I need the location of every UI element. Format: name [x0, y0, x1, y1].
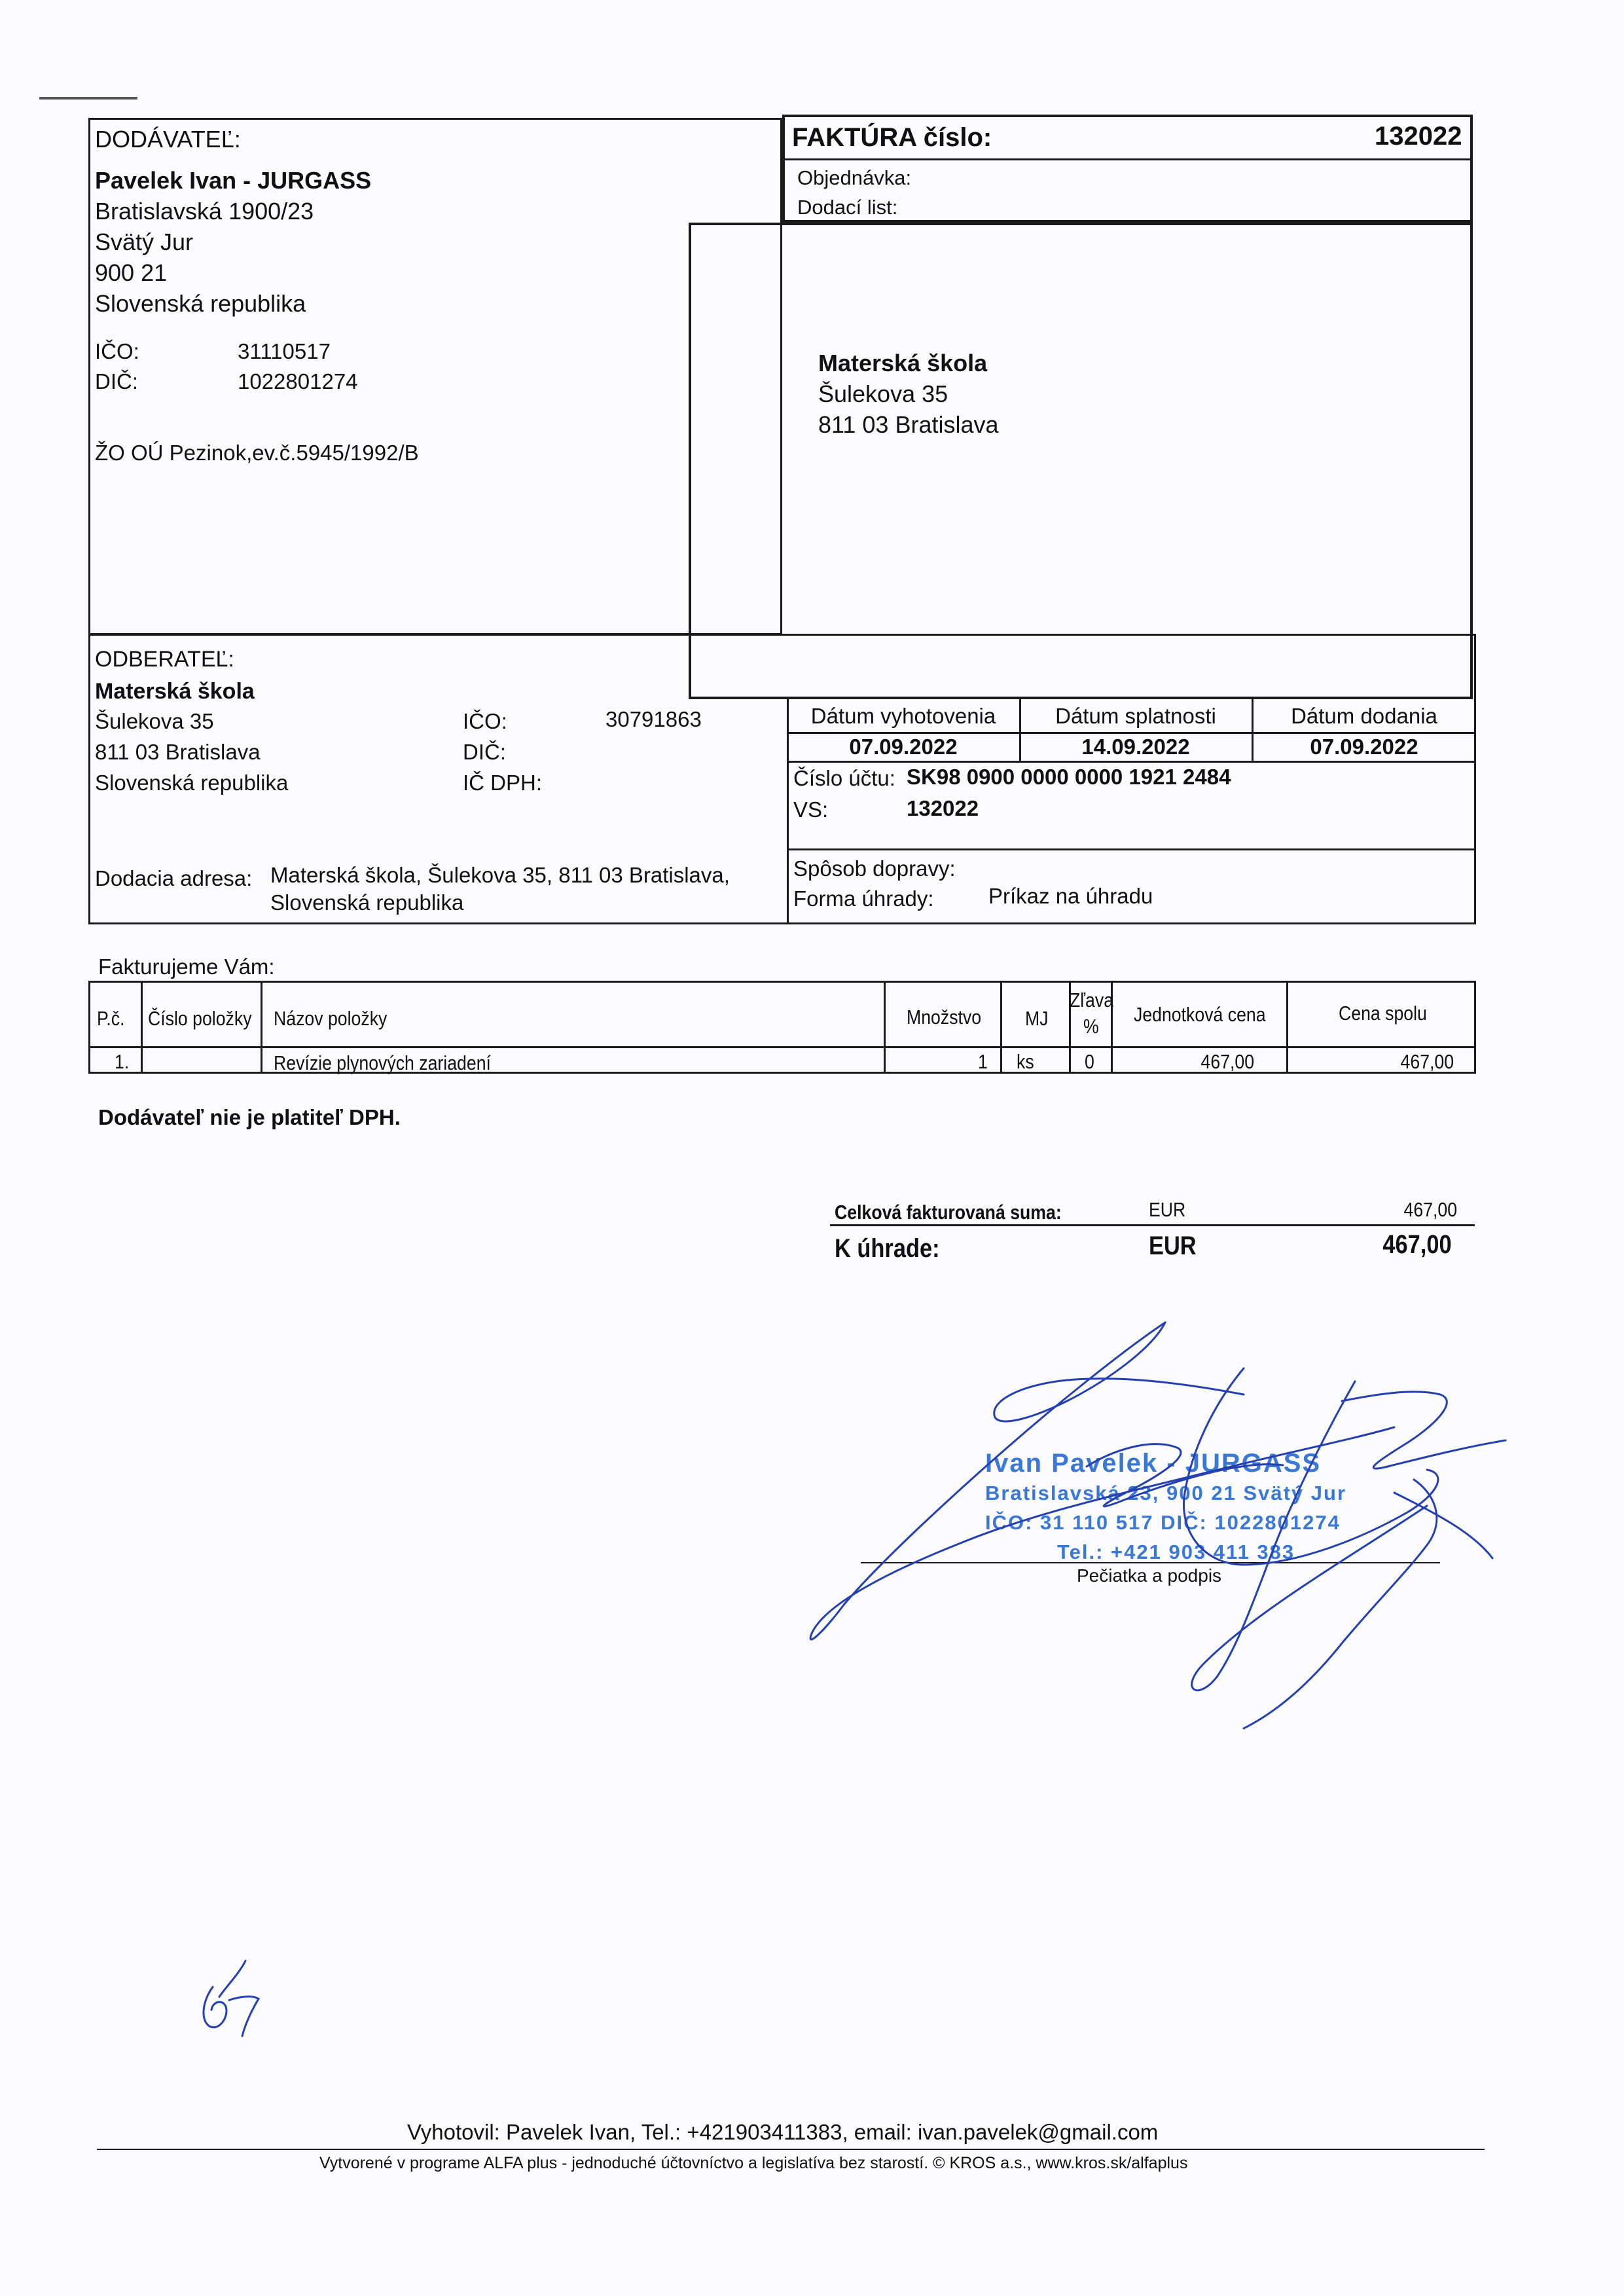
- row-total: 467,00: [1400, 1050, 1454, 1073]
- footer-divider: [97, 2149, 1485, 2150]
- recipient-street: Šulekova 35: [818, 380, 948, 407]
- customer-street: Šulekova 35: [95, 709, 214, 733]
- amount-due-label: K úhrade:: [835, 1234, 940, 1263]
- transport-label: Spôsob dopravy:: [793, 856, 956, 881]
- account-number: SK98 0900 0000 0000 1921 2484: [907, 765, 1231, 789]
- row-pc: 1.: [115, 1050, 130, 1073]
- vat-note: Dodávateľ nie je platiteľ DPH.: [98, 1105, 401, 1129]
- row-qty: 1: [977, 1050, 988, 1073]
- stamp-line1: Ivan Pavelek - JURGASS: [985, 1449, 1322, 1478]
- col-header-unit: MJ: [1025, 1007, 1049, 1030]
- customer-name: Materská škola: [95, 679, 255, 704]
- dates-values-divider: [787, 761, 1476, 763]
- scan-mark: [39, 97, 137, 100]
- supplier-city: Svätý Jur: [95, 228, 194, 255]
- delivery-date-label: Dátum dodania: [1291, 704, 1437, 728]
- customer-heading: ODBERATEĽ:: [95, 647, 234, 672]
- vs-value: 132022: [907, 796, 979, 820]
- amount-due-currency: EUR: [1149, 1231, 1197, 1260]
- supplier-registration: ŽO OÚ Pezinok,ev.č.5945/1992/B: [95, 441, 419, 465]
- totals-divider: [830, 1224, 1475, 1226]
- delivery-note-label: Dodací list:: [797, 196, 898, 219]
- delivery-address-label: Dodacia adresa:: [95, 866, 253, 890]
- customer-country: Slovenská republika: [95, 771, 289, 795]
- account-label: Číslo účtu:: [793, 766, 895, 790]
- delivery-date: 07.09.2022: [1310, 735, 1418, 759]
- invoice-title-divider: [782, 158, 1473, 160]
- stamp-line4: Tel.: +421 903 411 383: [1057, 1540, 1295, 1563]
- col-header-discount-unit: %: [1083, 1015, 1099, 1038]
- col-header-code: Číslo položky: [148, 1007, 252, 1030]
- items-col-divider-code: [261, 981, 262, 1074]
- delivery-address-line1: Materská škola, Šulekova 35, 811 03 Bratislava,: [270, 863, 730, 887]
- supplier-zip: 900 21: [95, 259, 168, 286]
- stamp-caption: Pečiatka a podpis: [1077, 1565, 1222, 1586]
- payment-method-label: Forma úhrady:: [793, 886, 934, 911]
- customer-ico: 30791863: [605, 707, 702, 731]
- vs-label: VS:: [793, 797, 829, 822]
- col-header-discount: Zľava: [1070, 989, 1114, 1011]
- customer-icdph-label: IČ DPH:: [463, 771, 543, 795]
- col-header-name: Názov položky: [274, 1007, 388, 1030]
- handwritten-signature: [785, 1296, 1538, 1741]
- issued-date: 07.09.2022: [849, 735, 958, 759]
- footer-prepared-by: Vyhotovil: Pavelek Ivan, Tel.: +421903411383, email: ivan.pavelek@gmail.com: [407, 2120, 1159, 2144]
- supplier-dic: 1022801274: [238, 369, 358, 393]
- supplier-ico-label: IČO:: [95, 339, 139, 363]
- invoiced-total-label: Celková fakturovaná suma:: [835, 1201, 1062, 1224]
- items-header-divider: [88, 1046, 1476, 1048]
- supplier-ico: 31110517: [238, 339, 331, 363]
- invoice-number: 132022: [1375, 122, 1462, 151]
- supplier-box: [88, 118, 782, 635]
- customer-city: 811 03 Bratislava: [95, 740, 261, 764]
- col-header-qty: Množstvo: [907, 1006, 982, 1029]
- recipient-city: 811 03 Bratislava: [818, 411, 999, 438]
- stamp-line2: Bratislavská 23, 900 21 Svätý Jur: [985, 1482, 1347, 1504]
- customer-dic-label: DIČ:: [463, 740, 506, 764]
- invoiced-total-currency: EUR: [1149, 1198, 1186, 1221]
- items-col-divider-unitprice: [1286, 981, 1288, 1074]
- invoice-title: FAKTÚRA číslo:: [792, 123, 992, 152]
- payment-method: Príkaz na úhradu: [988, 884, 1153, 908]
- dates-header-divider: [787, 732, 1476, 734]
- footer-software: Vytvorené v programe ALFA plus - jednoduché účtovníctvo a legislatíva bez starostí. © KROS a.s., www.kros.sk/alfaplus: [319, 2154, 1188, 2172]
- col-header-total: Cena spolu: [1339, 1002, 1427, 1025]
- transport-divider: [787, 848, 1476, 850]
- supplier-heading: DODÁVATEĽ:: [95, 126, 241, 153]
- due-date: 14.09.2022: [1081, 735, 1190, 759]
- row-unit-price: 467,00: [1200, 1050, 1255, 1073]
- stamp-line3: IČO: 31 110 517 DIČ: 1022801274: [985, 1511, 1341, 1534]
- customer-ico-label: IČO:: [463, 709, 507, 733]
- amount-due-amount: 467,00: [1382, 1230, 1452, 1259]
- invoiced-total-amount: 467,00: [1403, 1198, 1458, 1221]
- order-label: Objednávka:: [797, 166, 912, 189]
- row-name: Revízie plynových zariadení: [274, 1051, 491, 1074]
- delivery-address-line2: Slovenská republika: [270, 890, 464, 915]
- col-header-pc: P.č.: [97, 1007, 125, 1030]
- items-col-divider-pc: [141, 981, 143, 1074]
- due-date-label: Dátum splatnosti: [1055, 704, 1216, 728]
- col-header-unit-price: Jednotková cena: [1134, 1003, 1266, 1026]
- row-discount: 0: [1085, 1050, 1094, 1073]
- initials-mark: [187, 1948, 278, 2046]
- row-unit: ks: [1017, 1050, 1034, 1073]
- items-col-divider-name: [884, 981, 886, 1074]
- issued-date-label: Dátum vyhotovenia: [810, 704, 996, 728]
- items-intro: Fakturujeme Vám:: [98, 955, 275, 979]
- recipient-name: Materská škola: [818, 350, 988, 376]
- supplier-name: Pavelek Ivan - JURGASS: [95, 167, 372, 194]
- supplier-dic-label: DIČ:: [95, 369, 138, 393]
- items-col-divider-qty: [1000, 981, 1002, 1074]
- supplier-street: Bratislavská 1900/23: [95, 198, 314, 225]
- supplier-country: Slovenská republika: [95, 290, 306, 317]
- recipient-address-box: [689, 223, 1473, 699]
